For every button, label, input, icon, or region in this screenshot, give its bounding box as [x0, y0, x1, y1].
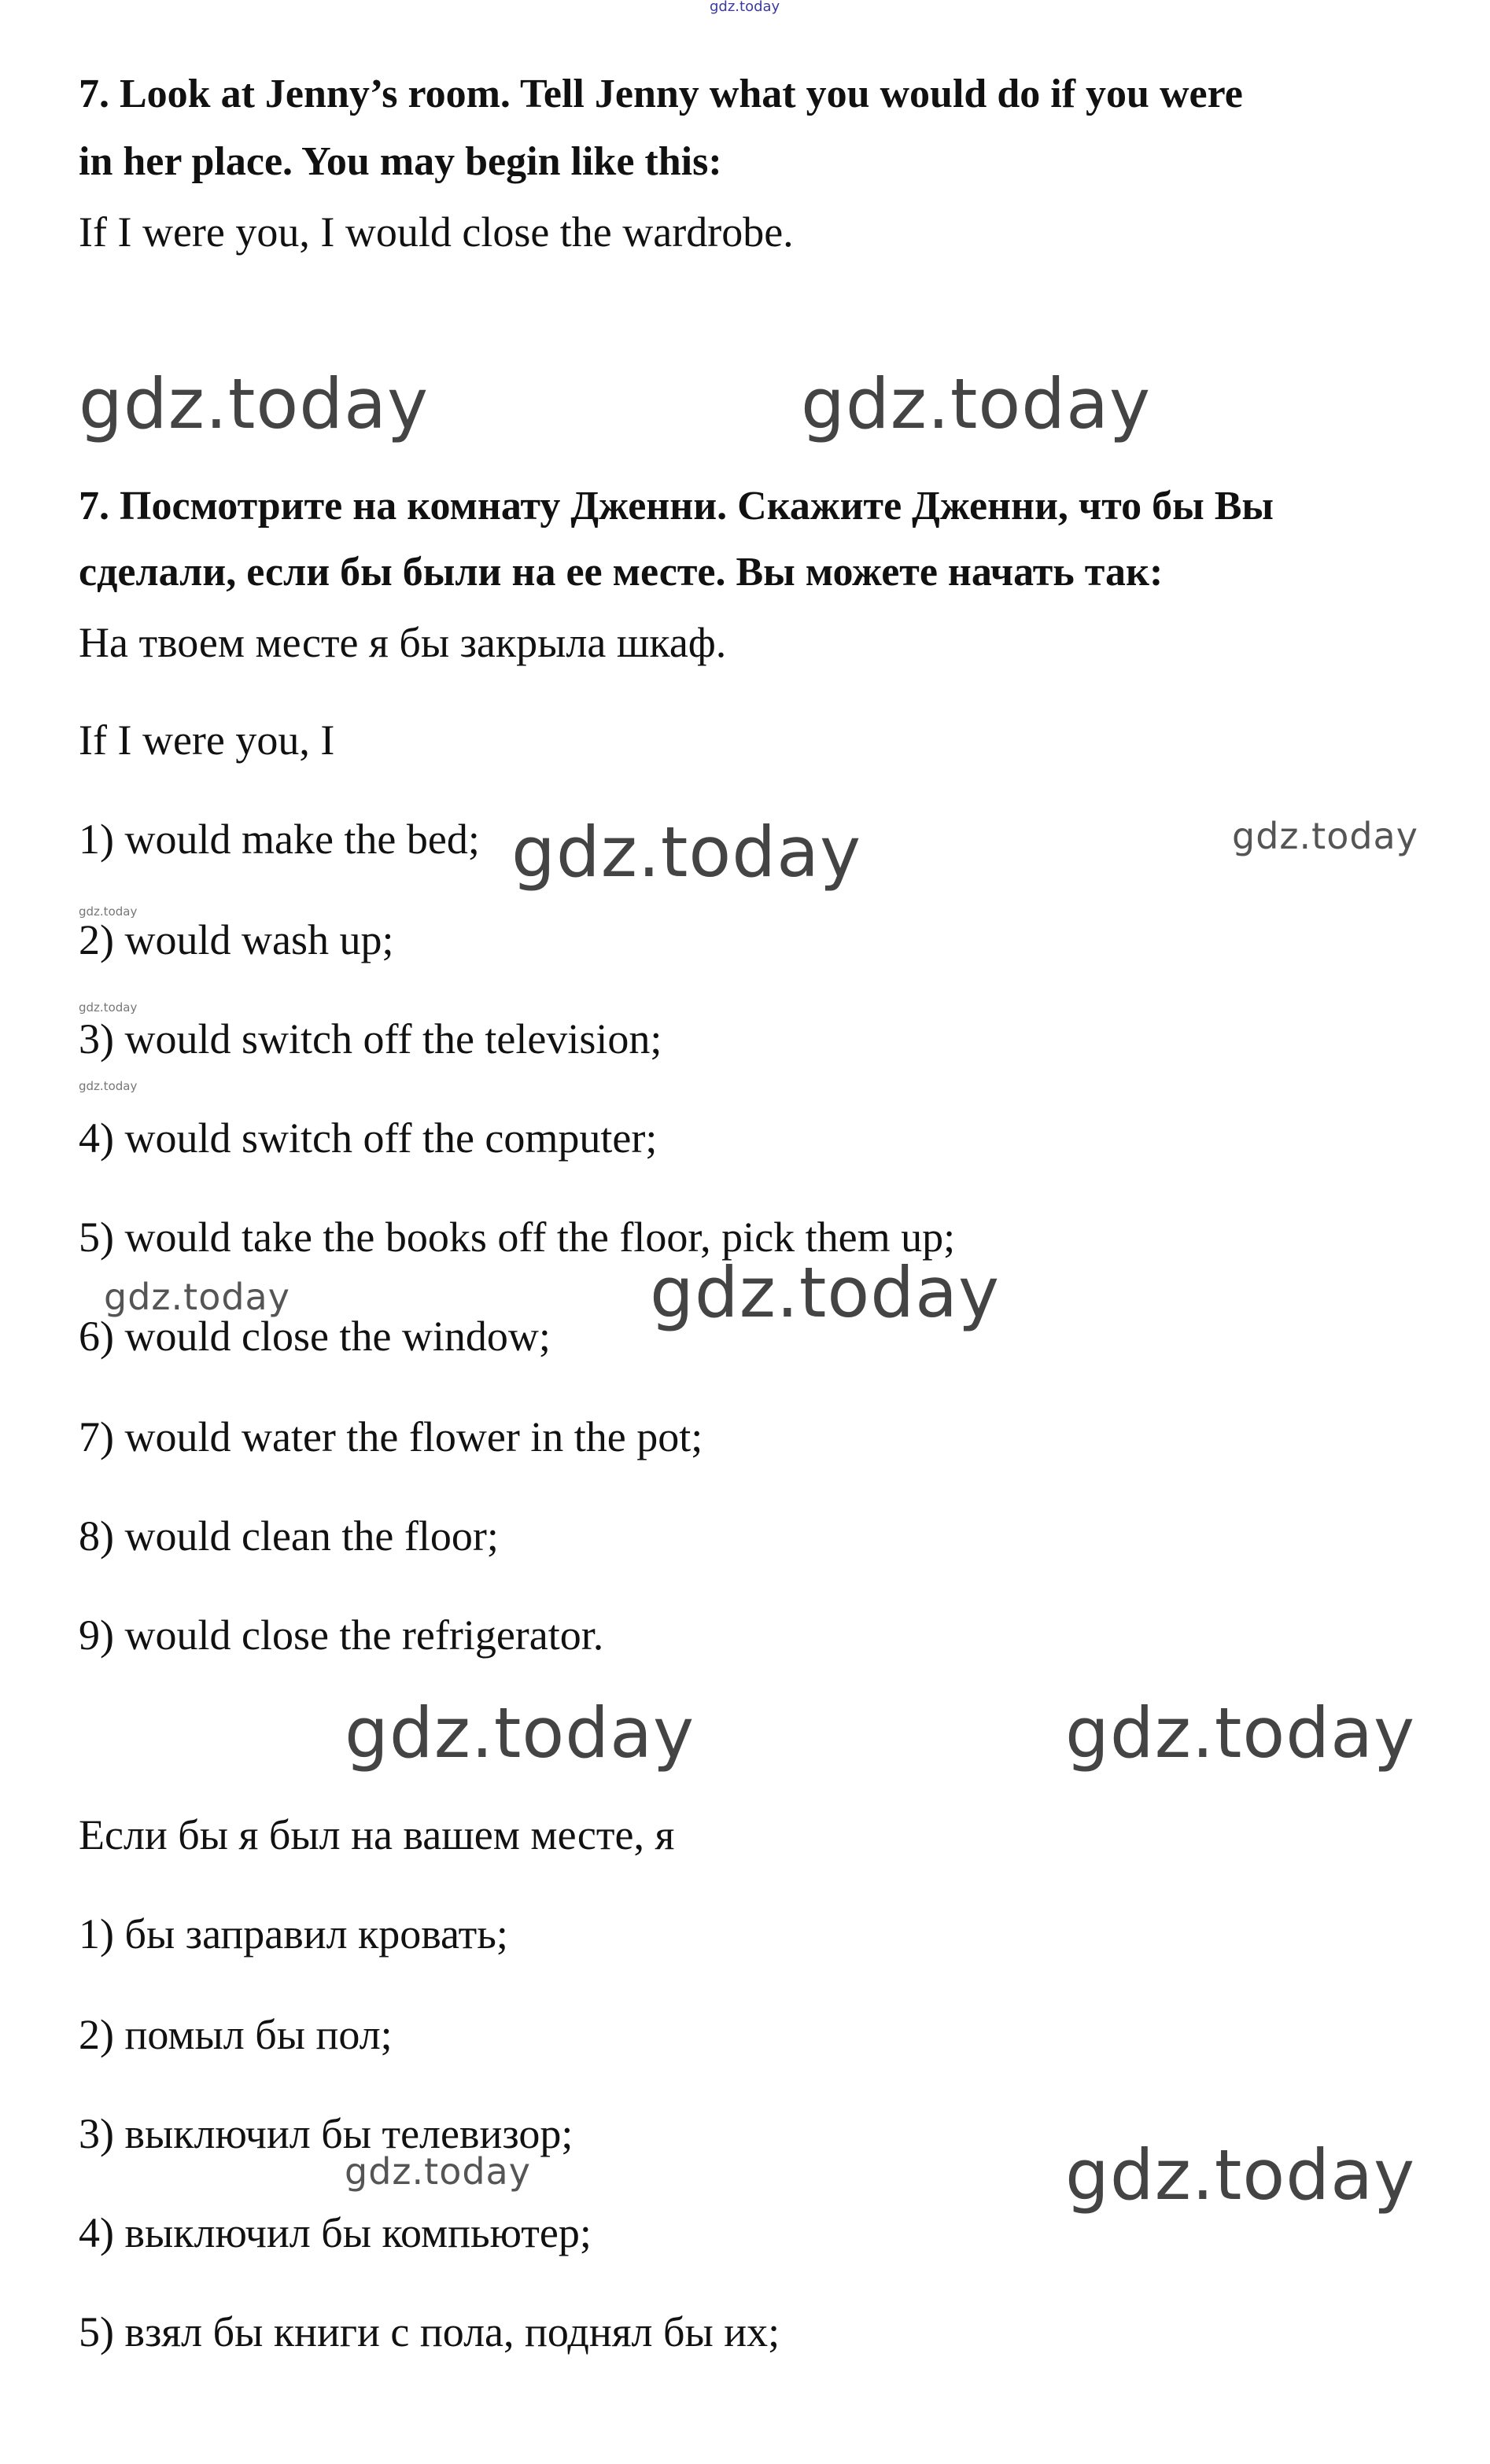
task-heading-ru-line1: 7. Посмотрите на комнату Дженни. Скажите Дженни, что бы Вы — [79, 484, 1274, 529]
watermark-top: gdz.today — [710, 0, 780, 15]
answer-item-ru: 4) выключил бы компьютер; — [79, 2209, 592, 2256]
watermark-large: gdz.today — [511, 812, 862, 893]
task-heading-en-line2: in her place. You may begin like this: — [79, 139, 722, 184]
task-heading-ru-line2: сделали, если бы были на ее месте. Вы можете начать так: — [79, 550, 1164, 595]
answer-item-ru: 1) бы заправил кровать; — [79, 1910, 508, 1958]
answer-item-en: 7) would water the flower in the pot; — [79, 1413, 703, 1460]
watermark-large: gdz.today — [1065, 1692, 1416, 1773]
watermark-medium: gdz.today — [345, 2150, 531, 2193]
task-example-ru: На твоем месте я бы закрыла шкаф. — [79, 619, 727, 666]
answer-item-en: 3) would switch off the television; — [79, 1015, 662, 1063]
watermark-medium: gdz.today — [1232, 815, 1418, 857]
watermark-large: gdz.today — [650, 1252, 1001, 1333]
answer-item-en: 9) would close the refrigerator. — [79, 1611, 604, 1659]
watermark-large: gdz.today — [345, 1692, 695, 1773]
task-heading-en-line1: 7. Look at Jenny’s room. Tell Jenny what you would do if you were — [79, 72, 1243, 116]
watermark-large: gdz.today — [1065, 2134, 1416, 2215]
task-example-en: If I were you, I would close the wardrobe. — [79, 208, 794, 256]
watermark-large: gdz.today — [801, 363, 1152, 444]
watermark-medium: gdz.today — [104, 1276, 290, 1318]
answer-item-en: 1) would make the bed; — [79, 816, 480, 863]
watermark-small: gdz.today — [79, 1079, 138, 1093]
answer-item-en: 6) would close the window; — [79, 1313, 551, 1360]
answer-item-ru: 5) взял бы книги с пола, поднял бы их; — [79, 2308, 780, 2355]
answer-item-ru: 2) помыл бы пол; — [79, 2011, 393, 2058]
answer-intro-en: If I were you, I — [79, 716, 335, 764]
answer-item-en: 2) would wash up; — [79, 916, 394, 963]
watermark-small: gdz.today — [79, 1000, 138, 1015]
answer-item-en: 8) would clean the floor; — [79, 1512, 499, 1560]
answer-item-ru: 3) выключил бы телевизор; — [79, 2110, 574, 2157]
watermark-large: gdz.today — [79, 363, 430, 444]
watermark-small: gdz.today — [79, 904, 138, 919]
answer-item-en: 4) would switch off the computer; — [79, 1114, 658, 1162]
answer-intro-ru: Если бы я был на вашем месте, я — [79, 1811, 675, 1858]
answer-item-en: 5) would take the books off the floor, pick them up; — [79, 1214, 956, 1261]
